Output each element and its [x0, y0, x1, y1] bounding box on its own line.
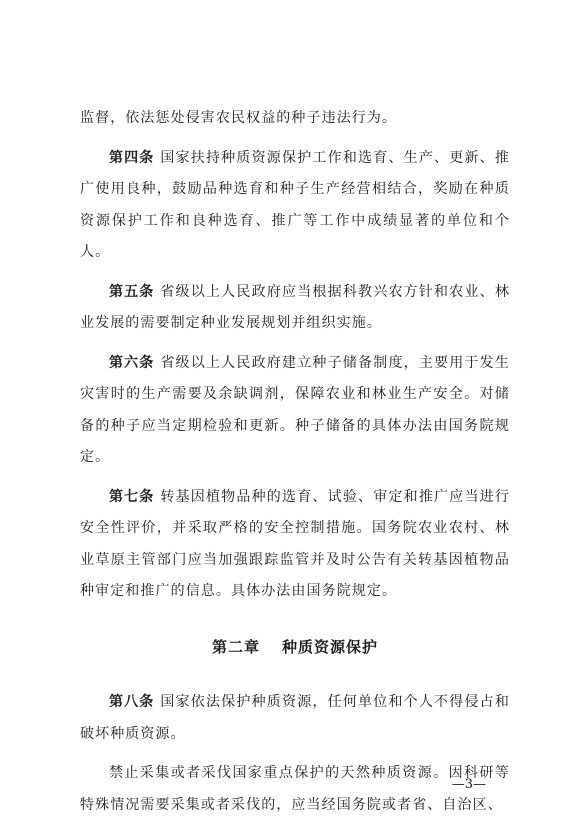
article-4: [80, 143, 510, 269]
paragraph-text: 禁止采集或者采伐国家重点保护的天然种质资源。因科研等特殊情况需要采集或者采伐的，应当经国务院或者省、自治区、: [80, 765, 510, 813]
article-text: 国家扶持种质资源保护工作和选育、生产、更新、推广使用良种，鼓励品种选育和种子生产经营相结合，奖励在种质资源保护工作和良种选育、推广等工作中成绩显著的单位和个人。: [80, 149, 510, 260]
article-text: 国家依法保护种质资源，任何单位和个人不得侵占和破坏种质资源。: [80, 694, 510, 742]
article-6: [80, 348, 510, 474]
page-number: —3—: [451, 777, 486, 792]
article-text: 省级以上人民政府应当根据科教兴农方针和农业、林业发展的需要制定种业发展规划并组织实施。: [80, 283, 510, 331]
article-8: [80, 687, 510, 750]
paragraph-plain: [80, 758, 510, 821]
article-text: 省级以上人民政府建立种子储备制度，主要用于发生灾害时的生产需要及余缺调剂，保障农业和林业生产安全。对储备的种子应当定期检验和更新。种子储备的具体办法由国务院规定。: [80, 354, 510, 465]
article-7: [80, 482, 510, 608]
paragraph-text: 监督，依法惩处侵害农民权益的种子违法行为。: [80, 110, 398, 126]
article-number: 第四条: [109, 149, 155, 166]
article-text: 转基因植物品种的选育、试验、审定和推广应当进行安全性评价，并采取严格的安全控制措施。国务院农业农村、林业草原主管部门应当加强跟踪监管并及时公告有关转基因植物品种审定和推广的信息。具体办法由国务院规定。: [80, 488, 510, 599]
document-body: [80, 103, 510, 829]
article-number: 第五条: [109, 283, 155, 300]
paragraph-continuation: [80, 103, 510, 135]
article-number: 第六条: [109, 354, 155, 371]
chapter-number: 第二章: [211, 637, 260, 656]
chapter-title-text: 种质资源保护: [282, 637, 379, 656]
article-5: [80, 277, 510, 340]
article-number: 第七条: [109, 488, 155, 505]
article-number: 第八条: [109, 694, 155, 710]
chapter-heading: [80, 632, 510, 664]
